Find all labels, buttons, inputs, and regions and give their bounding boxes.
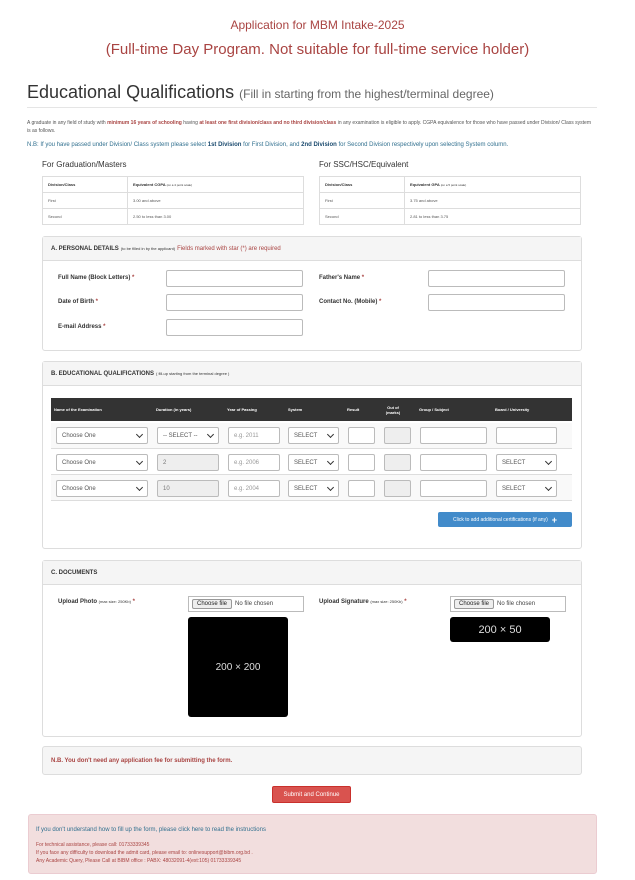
result-input[interactable] [348, 427, 375, 444]
column-header: System [288, 407, 303, 412]
table-cell: First [320, 193, 405, 209]
table-row [320, 209, 581, 225]
submit-button[interactable]: Submit and Continue [272, 786, 351, 803]
panel-heading [43, 362, 581, 386]
grad-equivalence-table [42, 176, 304, 225]
table-header-cell: Division/Class [320, 177, 405, 193]
note-text: N.B: If you have passed under Division/ Class system please select [27, 142, 208, 148]
dob-label [58, 299, 98, 305]
select-value: Choose One [62, 432, 96, 439]
email-input[interactable] [166, 319, 303, 336]
section-heading-text: Educational Qualifications [27, 82, 235, 102]
fathers-name-input[interactable] [428, 270, 565, 287]
required-note: Fields marked with star (*) are required [177, 245, 281, 252]
board-select[interactable] [496, 454, 557, 471]
size-hint: (max size: 250Kb) [98, 599, 131, 604]
system-select[interactable] [288, 454, 339, 471]
section-heading-hint: (Fill in starting from the highest/terminal degree) [239, 87, 494, 101]
select-value: Choose One [62, 485, 96, 492]
column-header: Result [347, 407, 360, 412]
contact-label [319, 299, 381, 305]
chevron-down-icon [327, 483, 334, 490]
signature-file-input[interactable] [450, 596, 566, 612]
out-of-input[interactable] [384, 454, 411, 471]
table-row [43, 209, 304, 225]
chevron-down-icon [136, 430, 143, 437]
upload-photo-label [58, 599, 135, 605]
table-row [43, 177, 304, 193]
admit-card-support-text: If you face any difficulty to download the admit card, please email to: onlinesupport@bibm.org.bd . [36, 850, 253, 856]
education-table-header [51, 398, 572, 421]
file-status: No file chosen [497, 601, 536, 607]
select-value: SELECT [502, 459, 526, 466]
column-header: Name of the Examination [54, 407, 102, 412]
email-label [58, 324, 105, 330]
table-cell: First [43, 193, 128, 209]
ssc-equivalence-table [319, 176, 581, 225]
result-input[interactable] [348, 454, 375, 471]
division-note [27, 142, 508, 148]
table-row [43, 193, 304, 209]
file-status: No file chosen [235, 601, 274, 607]
page-title: Application for MBM Intake-2025 [230, 18, 405, 32]
note-text: for Second Division respectively upon selecting System column. [336, 142, 509, 148]
board-select[interactable] [496, 480, 557, 497]
select-value: -- SELECT -- [163, 432, 198, 439]
panel-title: C. DOCUMENTS [51, 569, 98, 576]
size-hint: (max size: 250Kb) [370, 599, 403, 604]
system-select[interactable] [288, 427, 339, 444]
chevron-down-icon [136, 483, 143, 490]
out-of-input[interactable] [384, 427, 411, 444]
select-value: SELECT [294, 432, 318, 439]
choose-file-button[interactable]: Choose file [454, 599, 494, 609]
header-hint: (on a 5 point scale) [440, 183, 467, 187]
table-header-cell: Division/Class [43, 177, 128, 193]
select-value: SELECT [294, 459, 318, 466]
panel-subtitle: (to be filled in by the applicant) [120, 246, 176, 251]
note-emphasis: at least one first division/class and no third division/class [199, 120, 337, 126]
required-star: * [379, 299, 382, 305]
column-header: Board / University [495, 407, 530, 412]
group-input[interactable] [420, 427, 487, 444]
header-hint: (on a 4 point scale) [166, 183, 193, 187]
required-star: * [404, 599, 407, 605]
column-header: Out of (marks) [385, 404, 401, 415]
required-star: * [95, 299, 99, 305]
header-text: Equivalent GPA [410, 182, 440, 187]
select-value: SELECT [502, 485, 526, 492]
grad-table-title: For Graduation/Masters [42, 160, 127, 169]
label-text: Full Name (Block Letters) [58, 275, 131, 281]
add-certification-button[interactable] [438, 512, 572, 527]
required-star: * [132, 599, 135, 605]
divider [27, 107, 597, 108]
label-text: E-mail Address [58, 324, 102, 330]
table-cell: 2.81 to less than 3.75 [405, 209, 581, 225]
column-header: Year of Passing [227, 407, 257, 412]
label-text: Upload Signature [319, 599, 369, 605]
table-header-cell [128, 177, 304, 193]
table-row [320, 193, 581, 209]
duration-input[interactable]: 2 [157, 454, 219, 471]
panel-heading [43, 237, 581, 261]
panel-title: B. EDUCATIONAL QUALIFICATIONS [51, 370, 154, 377]
table-cell: Second [320, 209, 405, 225]
note-emphasis: 2nd Division [301, 142, 337, 148]
exam-select[interactable] [56, 480, 148, 497]
board-input[interactable] [496, 427, 557, 444]
label-text: Upload Photo [58, 599, 97, 605]
select-value: SELECT [294, 485, 318, 492]
header-text: Equivalent CGPA [133, 182, 166, 187]
note-text: in any examination is eligible to apply. CGPA equivalence for those who have passed under Division/ Class system is as follows. [27, 120, 591, 134]
choose-file-button[interactable]: Choose file [192, 599, 232, 609]
note-emphasis: minimum 16 years of schooling [107, 120, 182, 126]
duration-select[interactable] [157, 427, 219, 444]
label-text: Date of Birth [58, 299, 94, 305]
button-label: Click to add additional certifications (if any) [452, 516, 548, 523]
panel-subtitle: ( fill-up starting from the terminal degree ) [156, 371, 230, 376]
chevron-down-icon [207, 430, 214, 437]
eligibility-note [27, 119, 592, 135]
duration-input[interactable]: 10 [157, 480, 219, 497]
fathers-name-label [319, 275, 364, 281]
table-cell: Second [43, 209, 128, 225]
required-star: * [361, 275, 365, 281]
instructions-link[interactable]: If you don't understand how to fill up the form, please click here to read the instructions [36, 827, 266, 833]
dob-input[interactable] [166, 294, 303, 311]
result-input[interactable] [348, 480, 375, 497]
chevron-down-icon [545, 457, 552, 464]
exam-select[interactable] [56, 427, 148, 444]
panel-title: A. PERSONAL DETAILS [51, 245, 119, 252]
panel-heading [43, 561, 581, 585]
ssc-table-title: For SSC/HSC/Equivalent [319, 160, 409, 169]
year-input[interactable]: e.g. 2006 [228, 454, 280, 471]
program-subtitle: (Full-time Day Program. Not suitable for full-time service holder) [105, 41, 530, 58]
note-emphasis: 1st Division [207, 142, 242, 148]
column-header: Group / Subject [419, 407, 449, 412]
system-select[interactable] [288, 480, 339, 497]
photo-file-input[interactable] [188, 596, 304, 612]
note-text: having [181, 120, 200, 126]
chevron-down-icon [327, 430, 334, 437]
group-input[interactable] [420, 480, 487, 497]
full-name-input[interactable] [166, 270, 303, 287]
academic-query-text: Any Academic Query, Please Call at BIBM office : PABX: 48032091-4(ext:105) 01733339345 [36, 858, 242, 864]
table-cell: 2.50 to less than 3.00 [128, 209, 304, 225]
label-text: Contact No. (Mobile) [319, 299, 378, 305]
year-input[interactable]: e.g. 2004 [228, 480, 280, 497]
section-heading [27, 82, 494, 103]
documents-panel [42, 560, 582, 737]
label-text: Father's Name [319, 275, 361, 281]
signature-preview: 200 × 50 [450, 617, 550, 642]
technical-support-text: For technical assistance, please call: 01733339345 [36, 842, 150, 848]
table-row [320, 177, 581, 193]
plus-icon: + [551, 514, 558, 525]
photo-preview: 200 × 200 [188, 617, 288, 717]
table-cell: 3.75 and above [405, 193, 581, 209]
out-of-input[interactable] [384, 480, 411, 497]
column-header: Duration (in years) [156, 407, 192, 412]
full-name-label [58, 275, 134, 281]
year-input[interactable]: e.g. 2011 [228, 427, 280, 444]
fee-notice: N.B. You don't need any application fee for submitting the form. [42, 746, 582, 775]
table-header-cell [405, 177, 581, 193]
exam-select[interactable] [56, 454, 148, 471]
required-star: * [103, 324, 106, 330]
chevron-down-icon [327, 457, 334, 464]
help-footer [28, 814, 597, 874]
chevron-down-icon [136, 457, 143, 464]
note-text: A graduate in any field of study with [27, 120, 108, 126]
select-value: Choose One [62, 459, 96, 466]
chevron-down-icon [545, 483, 552, 490]
group-input[interactable] [420, 454, 487, 471]
note-text: for First Division, and [241, 142, 302, 148]
contact-input[interactable] [428, 294, 565, 311]
required-star: * [132, 275, 135, 281]
upload-signature-label [319, 599, 407, 605]
table-cell: 3.00 and above [128, 193, 304, 209]
